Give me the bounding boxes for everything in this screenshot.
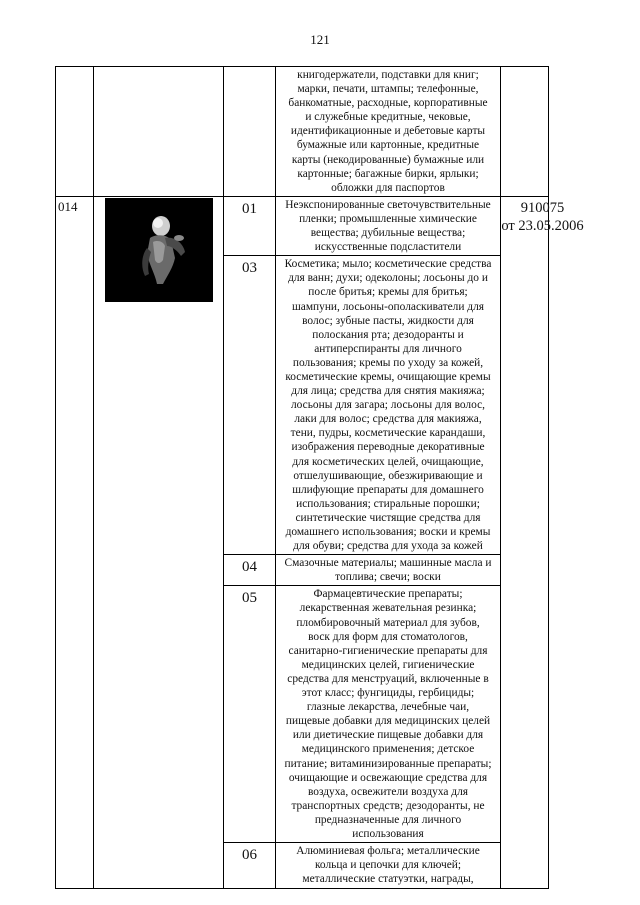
goods-line: медицинских целей, гигиенические	[301, 658, 475, 671]
entry-number: 014	[56, 196, 94, 888]
registry-table	[55, 66, 584, 889]
goods-line: шампуни, лосьоны-ополаскиватели для	[292, 300, 484, 313]
goods-line: пищевые добавки для медицинских целей	[285, 715, 491, 728]
continued-line: картонные; багажные бирки, ярлыки;	[297, 167, 479, 180]
goods-line: Неэкспонированные светочувствительные	[285, 198, 491, 211]
continued-line: обложки для паспортов	[331, 181, 445, 194]
continued-num-cell	[56, 67, 94, 197]
goods-line: синтетические чистящие средства для	[295, 511, 481, 524]
goods-line: питание; витаминизированные препараты;	[284, 757, 492, 770]
goods-line: транспортных средств; дезодоранты, не	[291, 799, 485, 812]
goods-line: тени, пудры, косметические карандаши,	[290, 427, 486, 440]
goods-line: воздуха, освежители воздуха для	[307, 785, 469, 798]
goods-line: использования	[352, 827, 424, 840]
goods-line: для ванн; духи; одеколоны; лосьоны до и	[288, 272, 488, 285]
registration-date: от 23.05.2006	[501, 217, 584, 234]
class-code: 05	[224, 586, 276, 843]
trademark-image	[105, 198, 213, 302]
goods-line: этот класс; фунгициды, гербициды;	[301, 687, 475, 700]
continued-reg-cell	[501, 67, 549, 197]
goods-line: вещества; дубильные вещества;	[310, 227, 466, 240]
goods-line: пользования; кремы по уходу за кожей,	[292, 356, 484, 369]
goods-line: медицинского применения; детское	[301, 743, 475, 756]
goods-line: антиперспиранты для личного	[314, 342, 462, 355]
goods-line: лосьоны для загара; лосьоны для волос,	[290, 399, 485, 412]
class-goods	[276, 256, 501, 555]
class-code: 03	[224, 256, 276, 555]
goods-line: кольца и цепочки для ключей;	[314, 859, 462, 872]
registration-number: 910075	[520, 199, 565, 216]
goods-line: искусственные подсластители	[314, 241, 462, 254]
class-goods	[276, 586, 501, 843]
goods-line: средства для менструаций, включенные в	[287, 672, 489, 685]
class-goods	[276, 555, 501, 586]
goods-line: шлифующие препараты для домашнего	[292, 483, 484, 496]
class-goods	[276, 196, 501, 255]
continued-line: книгодержатели, подставки для книг;	[297, 69, 479, 81]
continued-line: марки, печати, штампы; телефонные,	[297, 83, 479, 96]
goods-line: для обуви; средства для ухода за кожей	[293, 540, 483, 553]
goods-line: очищающие и освежающие средства для	[288, 771, 488, 784]
goods-line: изображения переводные декоративные	[291, 441, 485, 454]
goods-line: полоскания рта; дезодоранты и	[312, 328, 464, 341]
goods-line: воск для форм для стоматологов,	[308, 630, 468, 643]
goods-line: для косметических целей, очищающие,	[292, 455, 484, 468]
goods-line: Фармацевтические препараты;	[313, 588, 463, 601]
class-row-01	[56, 196, 549, 255]
goods-line: глазные лекарства, лечебные чаи,	[306, 701, 470, 714]
trademark-image-cell	[94, 196, 224, 888]
page-number: 121	[310, 32, 330, 47]
goods-line: лаки для волос; средства для макияжа,	[294, 413, 482, 426]
continued-line: идентификационные и дебетовые карты	[290, 125, 486, 138]
continued-image-cell	[94, 67, 224, 197]
registration-cell	[501, 196, 584, 888]
goods-line: Смазочные материалы; машинные масла и	[284, 557, 492, 570]
class-goods	[276, 843, 501, 889]
goods-line: или диетические пищевые добавки для	[292, 729, 484, 742]
goods-line: топлива; свечи; воски	[335, 571, 441, 584]
goods-line: косметические кремы, очищающие кремы	[285, 370, 491, 383]
goods-line: для лица; средства для снятия макияжа;	[291, 385, 485, 398]
class-code: 04	[224, 555, 276, 586]
continued-row	[56, 67, 549, 197]
goods-line: лекарственная жевательная резинка;	[299, 602, 477, 615]
goods-line: пленки; промышленные химические	[299, 212, 477, 225]
goods-line: предназначенные для личного	[314, 813, 462, 826]
continued-goods	[276, 67, 501, 197]
goods-line: Алюминиевая фольга; металлические	[296, 845, 480, 858]
goods-line: металлические статуэтки, награды,	[302, 873, 474, 886]
goods-line: волос; зубные пасты, жидкости для	[302, 314, 474, 327]
figure-silhouette-icon	[105, 198, 213, 302]
goods-line: после бритья; кремы для бритья;	[308, 286, 468, 299]
continued-line: бумажные или картонные, кредитные	[296, 139, 480, 152]
goods-line: Косметика; мыло; косметические средства	[284, 258, 492, 271]
goods-line: использования; стиральные порошки;	[296, 497, 480, 510]
continued-line: карты (некодированные) бумажные или	[291, 153, 485, 166]
continued-class-cell	[224, 67, 276, 197]
continued-line: и служебные кредитные, чековые,	[305, 111, 471, 124]
class-code: 01	[224, 196, 276, 255]
goods-line: санитарно-гигиенические препараты для	[288, 644, 488, 657]
goods-line: пломбировочный материал для зубов,	[296, 616, 480, 629]
goods-line: домашнего использования; воски и кремы	[285, 526, 491, 538]
class-code: 06	[224, 843, 276, 889]
goods-line: отшелушивающие, обезжиривающие и	[293, 469, 483, 482]
continued-line: банкоматные, расходные, корпоративные	[288, 97, 488, 110]
